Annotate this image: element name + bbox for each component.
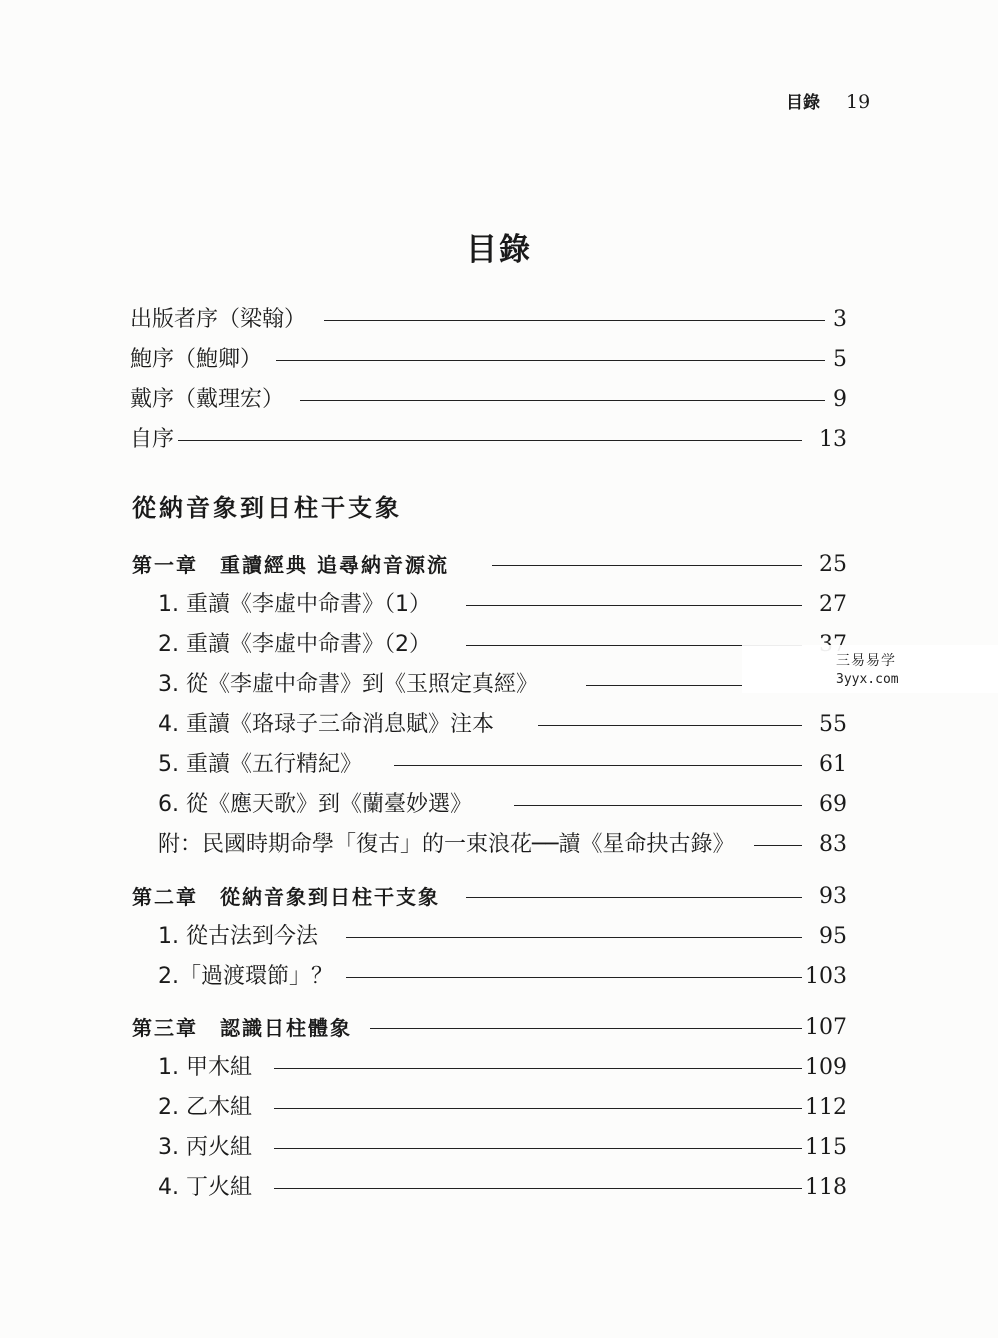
toc-chapter-page: 25 xyxy=(819,552,847,577)
toc-entry-page: 55 xyxy=(819,712,847,737)
watermark-url: 3yyx.com xyxy=(836,672,899,687)
toc-entry[interactable] xyxy=(0,962,998,992)
dot-leader xyxy=(274,1148,802,1149)
toc-entry-page: 5 xyxy=(833,347,847,372)
running-head xyxy=(786,88,870,113)
toc-entry[interactable] xyxy=(0,1133,998,1163)
toc-entry-label: 1. 重讀《李虛中命書》（1） xyxy=(158,592,431,617)
toc-entry-label: 出版者序（梁翰） xyxy=(130,307,307,332)
dot-leader xyxy=(274,1108,802,1109)
dot-leader xyxy=(370,1028,802,1029)
toc-chapter-label: 第二章 從納音象到日柱干支象 xyxy=(132,885,440,909)
toc-chapter-page: 107 xyxy=(805,1015,847,1040)
toc-entry[interactable] xyxy=(0,305,998,335)
toc-entry-page: 109 xyxy=(805,1055,847,1080)
section-title: 從納音象到日柱干支象 xyxy=(132,494,402,522)
toc-entry-label: 2.「過渡環節」？ xyxy=(158,964,333,989)
dot-leader xyxy=(300,400,825,401)
toc-entry[interactable] xyxy=(0,345,998,375)
toc-entry[interactable] xyxy=(0,1053,998,1083)
toc-entry-label: 4. 丁火組 xyxy=(158,1175,252,1200)
dot-leader xyxy=(586,685,742,686)
toc-entry-page: 112 xyxy=(805,1095,847,1120)
toc-entry-page: 61 xyxy=(819,752,847,777)
toc-chapter[interactable] xyxy=(0,882,998,912)
toc-entry-page: 115 xyxy=(805,1135,847,1160)
toc-entry[interactable] xyxy=(0,750,998,780)
dot-leader xyxy=(178,440,802,441)
toc-entry[interactable] xyxy=(0,425,998,455)
toc-entry-page: 83 xyxy=(819,832,847,857)
toc-entry-label: 1. 甲木組 xyxy=(158,1055,252,1080)
dot-leader xyxy=(538,725,802,726)
dot-leader xyxy=(274,1188,802,1189)
toc-entry[interactable] xyxy=(0,922,998,952)
toc-entry-page: 13 xyxy=(819,427,847,452)
toc-entry-page: 3 xyxy=(833,307,847,332)
dot-leader xyxy=(466,897,802,898)
toc-entry-page: 69 xyxy=(819,792,847,817)
dot-leader xyxy=(466,605,802,606)
toc-entry-label: 3. 丙火組 xyxy=(158,1135,252,1160)
dot-leader xyxy=(492,565,802,566)
dot-leader xyxy=(324,320,825,321)
toc-entry-label: 鮑序（鮑卿） xyxy=(130,347,263,372)
toc-chapter-page: 93 xyxy=(819,884,847,909)
dot-leader xyxy=(274,1068,802,1069)
dot-leader xyxy=(394,765,802,766)
toc-chapter[interactable] xyxy=(0,550,998,580)
toc-chapter-label: 第一章 重讀經典 追尋納音源流 xyxy=(132,553,449,577)
dot-leader xyxy=(754,845,802,846)
toc-entry-label: 附：民國時期命學「復古」的一束浪花──讀《星命抉古錄》 xyxy=(158,832,735,857)
toc-entry-label: 2. 重讀《李虛中命書》（2） xyxy=(158,632,431,657)
toc-entry-label: 3. 從《李虛中命書》到《玉照定真經》 xyxy=(158,672,538,697)
dot-leader xyxy=(276,360,825,361)
running-head-title: 目錄 xyxy=(786,93,820,113)
toc-entry-page: 95 xyxy=(819,924,847,949)
toc-entry-label: 2. 乙木組 xyxy=(158,1095,252,1120)
toc-entry[interactable] xyxy=(0,790,998,820)
toc-entry[interactable] xyxy=(0,710,998,740)
toc-entry[interactable] xyxy=(0,830,998,860)
running-head-page-number: 19 xyxy=(846,91,871,113)
toc-entry-label: 1. 從古法到今法 xyxy=(158,924,318,949)
toc-entry-label: 戴序（戴理宏） xyxy=(130,387,285,412)
dot-leader xyxy=(346,937,802,938)
toc-entry-page: 103 xyxy=(805,964,847,989)
dot-leader xyxy=(346,977,802,978)
toc-entry-page: 118 xyxy=(805,1175,847,1200)
watermark xyxy=(742,645,998,693)
toc-entry[interactable] xyxy=(0,1093,998,1123)
toc-entry[interactable] xyxy=(0,1173,998,1203)
toc-entry-page: 27 xyxy=(819,592,847,617)
toc-chapter-label: 第三章 認識日柱體象 xyxy=(132,1016,352,1040)
dot-leader xyxy=(514,805,802,806)
toc-entry-label: 4. 重讀《珞琭子三命消息賦》注本 xyxy=(158,712,494,737)
page-title: 目錄 xyxy=(466,232,532,268)
toc-entry-page: 9 xyxy=(833,387,847,412)
toc-entry[interactable] xyxy=(0,385,998,415)
toc-entry-label: 5. 重讀《五行精紀》 xyxy=(158,752,362,777)
toc-entry-label: 6. 從《應天歌》到《蘭臺妙選》 xyxy=(158,792,472,817)
toc-entry[interactable] xyxy=(0,590,998,620)
watermark-name: 三易易学 xyxy=(836,653,896,669)
toc-entry-label: 自序 xyxy=(130,427,175,452)
toc-chapter[interactable] xyxy=(0,1013,998,1043)
